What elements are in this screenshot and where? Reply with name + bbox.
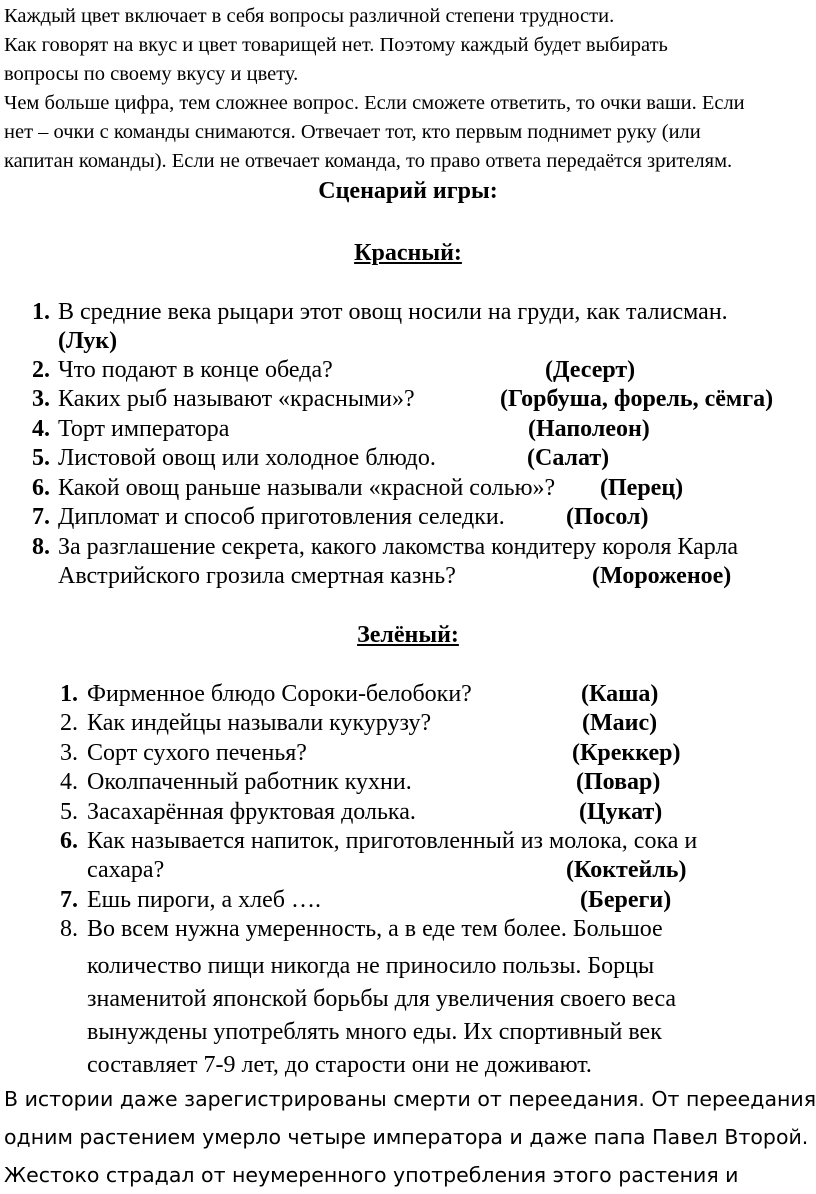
answer-text: (Креккер) <box>572 740 681 766</box>
intro-line: Чем больше цифра, тем сложнее вопрос. Если сможете ответить, то очки ваши. Если <box>4 92 745 114</box>
item-number: 8. <box>32 534 50 560</box>
answer-text: (Наполеон) <box>528 416 650 442</box>
question-text: Фирменное блюдо Сороки-белобоки? <box>87 681 472 707</box>
red-section-title <box>0 240 816 267</box>
item-number: 1. <box>32 299 50 325</box>
question-text: Околпаченный работник кухни. <box>87 769 412 795</box>
question-text: Сорт сухого печенья? <box>87 740 307 766</box>
answer-text: (Повар) <box>576 769 661 795</box>
item-number: 2. <box>32 357 50 383</box>
green-section-title <box>0 622 816 649</box>
item-number: 3. <box>32 386 50 412</box>
item-number: 8. <box>60 916 78 942</box>
question-text: Как называется напиток, приготовленный из молока, сока и <box>87 828 698 854</box>
intro-line: Как говорят на вкус и цвет товарищей нет. Поэтому каждый будет выбирать <box>4 34 668 56</box>
question-text: Во всем нужна умеренность, а в еде тем более. Большое <box>87 916 663 942</box>
question-text: Торт императора <box>58 416 230 442</box>
item-number: 7. <box>60 887 78 913</box>
scenario-title: Сценарий игры: <box>318 178 498 204</box>
text-line: одним растением умерло четыре императора и даже папа Павел Второй. <box>4 1125 809 1149</box>
item-number: 2. <box>60 710 78 736</box>
question-text: количество пищи никогда не приносило пользы. Борцы <box>87 953 655 979</box>
question-text: Австрийского грозила смертная казнь? <box>58 563 456 589</box>
question-text: вынуждены употреблять много еды. Их спортивный век <box>87 1019 662 1045</box>
question-text: Ешь пироги, а хлеб …. <box>87 887 321 913</box>
item-number: 6. <box>32 475 50 501</box>
answer-text: (Береги) <box>580 887 672 913</box>
question-text: Листовой овощ или холодное блюдо. <box>58 445 436 471</box>
answer-text: (Мороженое) <box>592 563 732 589</box>
text-line: В истории даже зарегистрированы смерти от переедания. От переедания <box>4 1087 816 1111</box>
item-number: 6. <box>60 828 78 854</box>
answer-text: (Перец) <box>600 475 684 501</box>
question-text: За разглашение секрета, какого лакомства кондитеру короля Карла <box>58 534 739 560</box>
answer-text: (Коктейль) <box>566 857 687 883</box>
answer-text: (Салат) <box>527 445 610 471</box>
item-number: 3. <box>60 740 78 766</box>
intro-line: вопросы по своему вкусу и цвету. <box>4 63 299 85</box>
intro-line: капитан команды). Если не отвечает команда, то право ответа передаётся зрителям. <box>4 150 733 172</box>
continuation-text <box>4 1080 814 1194</box>
red-section-title-text: Красный: <box>354 240 462 266</box>
answer-text: (Маис) <box>582 710 658 736</box>
item-number: 1. <box>60 681 78 707</box>
answer-text: (Горбуша, форель, сёмга) <box>500 386 774 412</box>
item-number: 4. <box>60 769 78 795</box>
answer-text: (Каша) <box>581 681 659 707</box>
answer-text: (Посол) <box>566 504 649 530</box>
intro-line: Каждый цвет включает в себя вопросы различной степени трудности. <box>4 5 615 27</box>
green-section-title-text: Зелёный: <box>357 622 459 648</box>
question-text: сахара? <box>87 857 165 883</box>
answer-text: (Цукат) <box>579 799 663 825</box>
answer-text: (Лук) <box>58 328 118 354</box>
item-number: 4. <box>32 416 50 442</box>
question-text: Как индейцы называли кукурузу? <box>87 710 432 736</box>
item-number: 5. <box>32 445 50 471</box>
question-text: Что подают в конце обеда? <box>58 357 333 383</box>
question-text: Дипломат и способ приготовления селедки. <box>58 504 505 530</box>
question-text: Каких рыб называют «красными»? <box>58 386 415 412</box>
question-text: Засахарённая фруктовая долька. <box>87 799 416 825</box>
intro-text <box>4 2 812 176</box>
question-text: В средние века рыцари этот овощ носили на груди, как талисман. <box>58 299 728 325</box>
intro-line: нет – очки с команды снимаются. Отвечает тот, кто первым поднимет руку (или <box>4 121 701 143</box>
question-text: Какой овощ раньше называли «красной солью»? <box>58 475 556 501</box>
question-text: составляет 7-9 лет, до старости они не доживают. <box>87 1052 592 1078</box>
text-line: Жестоко страдал от неумеренного употребления этого растения и <box>4 1163 739 1187</box>
item-number: 5. <box>60 799 78 825</box>
question-text: знаменитой японской борьбы для увеличения своего веса <box>87 986 677 1012</box>
answer-text: (Десерт) <box>545 357 636 383</box>
item-number: 7. <box>32 504 50 530</box>
